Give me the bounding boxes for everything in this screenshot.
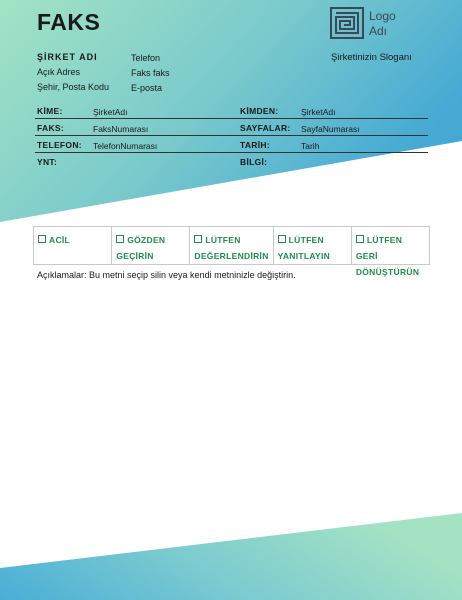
company-slogan: Şirketinizin Sloganı	[331, 52, 412, 63]
field-value: FaksNumarası	[93, 124, 149, 134]
field-value: ŞirketAdı	[93, 107, 128, 117]
city-postal: Şehir, Posta Kodu	[37, 82, 110, 92]
checkbox-label-line2: DEĞERLENDİRİN	[194, 251, 269, 261]
checkbox-label: LÜTFEN GERİ	[355, 235, 403, 261]
table-row	[35, 102, 428, 119]
checkbox-urgent[interactable]	[34, 227, 112, 264]
email: E-posta	[131, 83, 163, 93]
table-row	[35, 136, 428, 153]
field-label: KİMDEN:	[240, 106, 279, 116]
field-value: ŞirketAdı	[301, 107, 336, 117]
table-row	[35, 153, 428, 169]
checkbox-label-line2: DÖNÜŞTÜRÜN	[355, 267, 420, 277]
phone-label: Telefon	[131, 53, 161, 63]
fax-number: Faks faks	[131, 68, 170, 78]
checkbox-square-icon[interactable]	[194, 235, 202, 243]
field-label: TELEFON:	[37, 140, 82, 150]
field-label: BİLGİ:	[240, 157, 268, 167]
field-value: Tarih	[301, 141, 320, 151]
checkbox-square-icon[interactable]	[278, 235, 286, 243]
checkbox-label-line2: YANITLAYIN	[277, 251, 331, 261]
checkbox-reply[interactable]	[274, 227, 352, 264]
field-label: FAKS:	[37, 123, 64, 133]
table-row	[35, 119, 428, 136]
checkbox-label: LÜTFEN	[288, 235, 324, 245]
checkbox-recycle[interactable]	[352, 227, 429, 277]
fax-details-table	[35, 102, 428, 169]
checkbox-label: ACİL	[49, 235, 71, 245]
checkbox-evaluate[interactable]	[190, 227, 273, 264]
field-label: SAYFALAR:	[240, 123, 291, 133]
checkbox-label: GÖZDEN	[127, 235, 166, 245]
field-value: SayfaNumarası	[301, 124, 360, 134]
logo-line1: Logo	[369, 9, 396, 23]
logo-name	[369, 9, 396, 39]
comments-text[interactable]: Açıklamalar: Bu metni seçip silin veya kendi metninizle değiştirin.	[37, 270, 296, 280]
street-address: Açık Adres	[37, 67, 81, 77]
logo-line2: Adı	[369, 24, 388, 38]
checkbox-label: LÜTFEN	[205, 235, 241, 245]
company-name: ŞİRKET ADI	[37, 52, 98, 62]
checkbox-label-line2: GEÇİRİN	[116, 251, 154, 261]
page-title: FAKS	[37, 9, 101, 35]
field-value: TelefonNumarası	[93, 141, 158, 151]
field-label: TARİH:	[240, 140, 270, 150]
checkbox-square-icon[interactable]	[38, 235, 46, 243]
field-label: YNT:	[37, 157, 58, 167]
maze-logo-icon	[330, 7, 364, 39]
checkbox-square-icon[interactable]	[116, 235, 124, 243]
checkbox-review[interactable]	[112, 227, 190, 264]
field-label: KİME:	[37, 106, 63, 116]
bottom-banner	[0, 513, 462, 600]
checkbox-square-icon[interactable]	[356, 235, 364, 243]
